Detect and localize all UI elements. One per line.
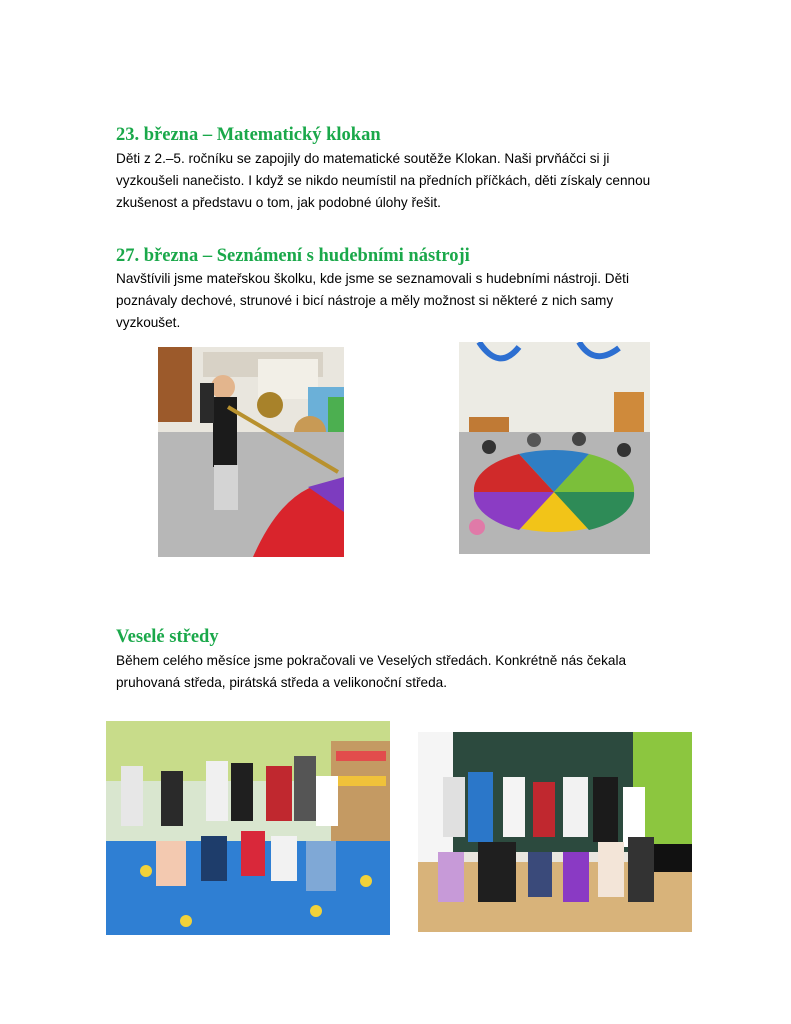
pirate-children-back xyxy=(443,772,645,847)
text-line: Děti z 2.–5. ročníku se zapojily do matematické soutěže Klokan. Naši prvňáčci si ji xyxy=(116,151,610,166)
section-heading: Veselé středy xyxy=(116,627,219,647)
photo-pirate-wednesday-group-image xyxy=(418,732,692,932)
section-heading: 23. března – Matematický klokan xyxy=(116,125,381,145)
text-line: poznávaly dechové, strunové i bicí nástroje a měly možnost si některé z nich samy xyxy=(116,293,614,308)
section-text xyxy=(116,148,676,214)
section-heading: 27. března – Seznámení s hudebními nástroji xyxy=(116,246,470,266)
photo-striped-wednesday-group xyxy=(106,721,390,935)
section-text xyxy=(116,650,676,694)
section-matematicky-klokan xyxy=(116,123,676,214)
text-line: Během celého měsíce jsme pokračovali ve Veselých středách. Konkrétně nás čekala xyxy=(116,653,627,668)
text-line: Navštívili jsme mateřskou školku, kde jsme se seznamovali s hudebními nástroji. Děti xyxy=(116,271,629,286)
photo-parachute-circle xyxy=(459,342,650,554)
photo-parachute-circle-image xyxy=(459,342,650,554)
text-line: pruhovaná středa, pirátská středa a velikonoční středa. xyxy=(116,675,447,690)
photo-pirate-wednesday-group xyxy=(418,732,692,932)
photo-trombone-boy-image xyxy=(158,347,344,557)
text-line: zkušenost a představu o tom, jak podobné úlohy řešit. xyxy=(116,195,441,210)
section-hudebni-nastroje xyxy=(116,244,676,334)
section-vesele-stredy xyxy=(116,625,676,694)
text-line: vyzkoušeli nanečisto. I když se nikdo neumístil na předních příčkách, děti získaly cennou xyxy=(116,173,651,188)
photo-striped-wednesday-group-image xyxy=(106,721,390,935)
section-text xyxy=(116,268,676,334)
photo-trombone-boy xyxy=(158,347,344,557)
text-line: vyzkoušet. xyxy=(116,315,181,330)
